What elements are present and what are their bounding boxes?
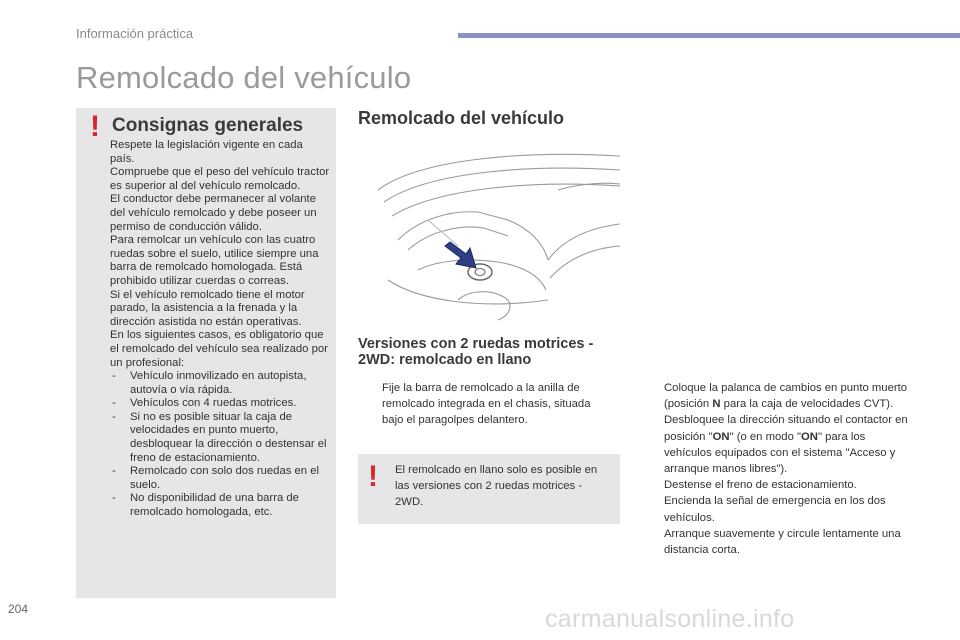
warning-title: Consignas generales xyxy=(112,115,304,136)
list-item: - Remolcado con solo dos ruedas en el suelo. xyxy=(112,465,320,491)
note-box xyxy=(358,454,620,524)
watermark: carmanualsonline.info xyxy=(545,605,795,633)
dash-marker: - xyxy=(112,370,116,383)
warning-paragraph: Respete la legislación vigente en cada país. xyxy=(110,139,303,165)
professional-cases-list xyxy=(110,370,330,520)
list-item: - Si no es posible situar la caja de velocidades en punto muerto, desbloquear la dirección o destensar el freno de estacionamiento. xyxy=(112,410,327,464)
attach-steps-list xyxy=(358,380,613,429)
list-item: Encienda la señal de emergencia en los dos vehículos. xyxy=(664,495,886,524)
warning-paragraph: En los siguientes casos, es obligatorio que el remolcado del vehículo sea realizado por un profesional: xyxy=(110,329,328,369)
header-accent-bar xyxy=(458,33,960,38)
exclamation-icon: ! xyxy=(90,110,100,143)
exclamation-icon: ! xyxy=(368,460,378,493)
warning-paragraph: El conductor debe permanecer al volante del vehículo remolcado y debe poseer un permiso de conducción válido. xyxy=(110,193,317,233)
section-title: Remolcado del vehículo xyxy=(358,108,565,128)
list-item: Fije la barra de remolcado a la anilla de remolcado integrada en el chasis, situada bajo el paragolpes delantero. xyxy=(382,382,591,427)
list-item: - Vehículo inmovilizado en autopista, autovía o vía rápida. xyxy=(112,370,307,396)
list-item: Coloque la palanca de cambios en punto muerto (posición N para la caja de velocidades CVT). xyxy=(664,382,908,411)
warning-body xyxy=(110,139,330,520)
section-label: Información práctica xyxy=(76,26,194,41)
towing-eye-illustration xyxy=(358,150,620,322)
list-item: Desbloquee la dirección situando el contactor en posición "ON" (o en modo "ON" para los vehículos equipados con el sistema "Acceso y arranque manos libres"). xyxy=(664,414,908,476)
subsection-title: Versiones con 2 ruedas motrices - 2WD: remolcado en llano xyxy=(358,336,594,368)
warning-paragraph: Compruebe que el peso del vehículo tractor es superior al del vehículo remolcado. xyxy=(110,166,330,192)
note-text: El remolcado en llano solo es posible en las versiones con 2 ruedas motrices - 2WD. xyxy=(395,464,598,509)
dash-marker: - xyxy=(112,492,116,505)
page-title: Remolcado del vehículo xyxy=(76,60,412,95)
general-warnings-box xyxy=(76,108,336,598)
page-number: 204 xyxy=(8,602,29,616)
list-item: Destense el freno de estacionamiento. xyxy=(664,479,857,492)
warning-paragraph: Si el vehículo remolcado tiene el motor parado, la asistencia a la frenada y la dirección asistida no están operativas. xyxy=(110,288,305,328)
list-item: Arranque suavemente y circule lentamente una distancia corta. xyxy=(664,527,901,557)
list-item: - No disponibilidad de una barra de remolcado homologada, etc. xyxy=(112,492,299,519)
warning-paragraph: Para remolcar un vehículo con las cuatro ruedas sobre el suelo, utilice siempre una barra de remolcado homologada. Está prohibido utilizar cuerdas o correas. xyxy=(110,234,319,287)
dash-marker: - xyxy=(112,410,116,423)
list-item: - Vehículos con 4 ruedas motrices. xyxy=(112,397,297,410)
towing-steps-list xyxy=(640,380,910,558)
dash-marker: - xyxy=(112,465,116,478)
dash-marker: - xyxy=(112,397,116,410)
